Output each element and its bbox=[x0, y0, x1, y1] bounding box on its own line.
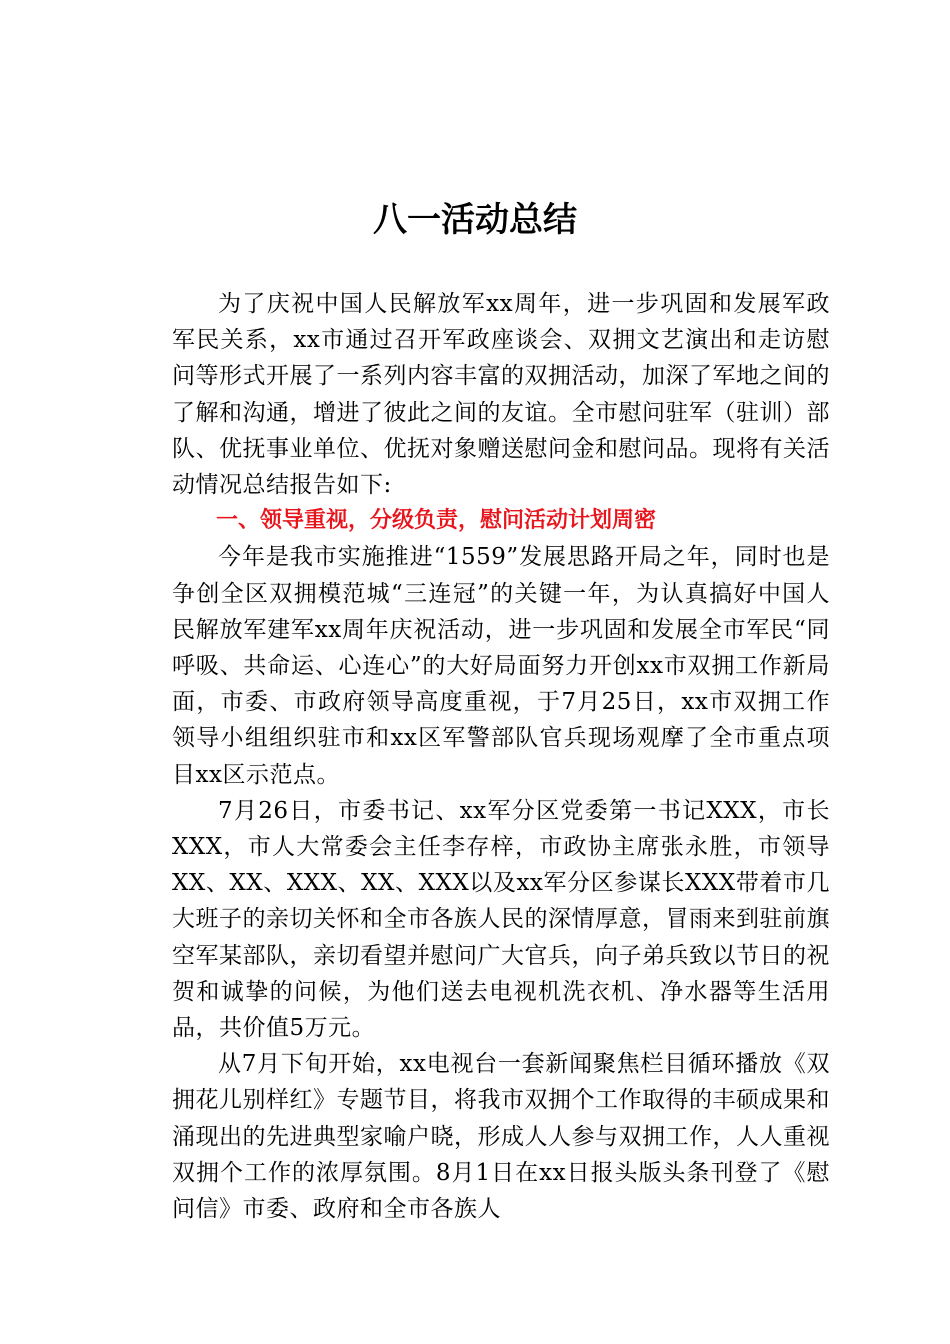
section-heading: 一、领导重视，分级负责，慰问活动计划周密 bbox=[216, 508, 657, 534]
section-paragraph: 今年是我市实施推进“1559”发展思路开局之年，同时也是争创全区双拥模范城“三连冠”的关键一年，为认真搞好中国人民解放军建军xx周年庆祝活动，进一步巩固和发展全市军民“同呼吸、共命运、心连心”的大好局面努力开创xx市双拥工作新局面，市委、市政府领导高度重视，于7月25日，xx市双拥工作领导小组组织驻市和xx区军警部队官兵现场观摩了全市重点项目xx区示范点。 bbox=[172, 544, 830, 788]
document-body bbox=[172, 286, 830, 1227]
document-title: 八一活动总结 bbox=[373, 200, 577, 240]
intro-paragraph: 为了庆祝中国人民解放军xx周年，进一步巩固和发展军政军民关系，xx市通过召开军政座谈会、双拥文艺演出和走访慰问等形式开展了一系列内容丰富的双拥活动，加深了军地之间的了解和沟通，增进了彼此之间的友谊。全市慰问驻军（驻训）部队、优抚事业单位、优抚对象赠送慰问金和慰问品。现将有关活动情况总结报告如下: bbox=[172, 291, 830, 499]
section-paragraph: 从7月下旬开始，xx电视台一套新闻聚焦栏目循环播放《双拥花儿别样红》专题节目，将我市双拥个工作取得的丰硕成果和涌现出的先进典型家喻户晓，形成人人参与双拥工作，人人重视双拥个工作的浓厚氛围。8月1日在xx日报头版头条刊登了《慰问信》市委、政府和全市各族人 bbox=[172, 1051, 830, 1223]
section-paragraph: 7月26日，市委书记、xx军分区党委第一书记XXX，市长XXX，市人大常委会主任李存梓，市政协主席张永胜，市领导XX、XX、XXX、XX、XXX以及xx军分区参谋长XXX带着市几大班子的亲切关怀和全市各族人民的深情厚意，冒雨来到驻前旗空军某部队，亲切看望并慰问广大官兵，向子弟兵致以节日的祝贺和诚挚的问候，为他们送去电视机洗衣机、净水器等生活用品，共价值5万元。 bbox=[172, 797, 830, 1042]
